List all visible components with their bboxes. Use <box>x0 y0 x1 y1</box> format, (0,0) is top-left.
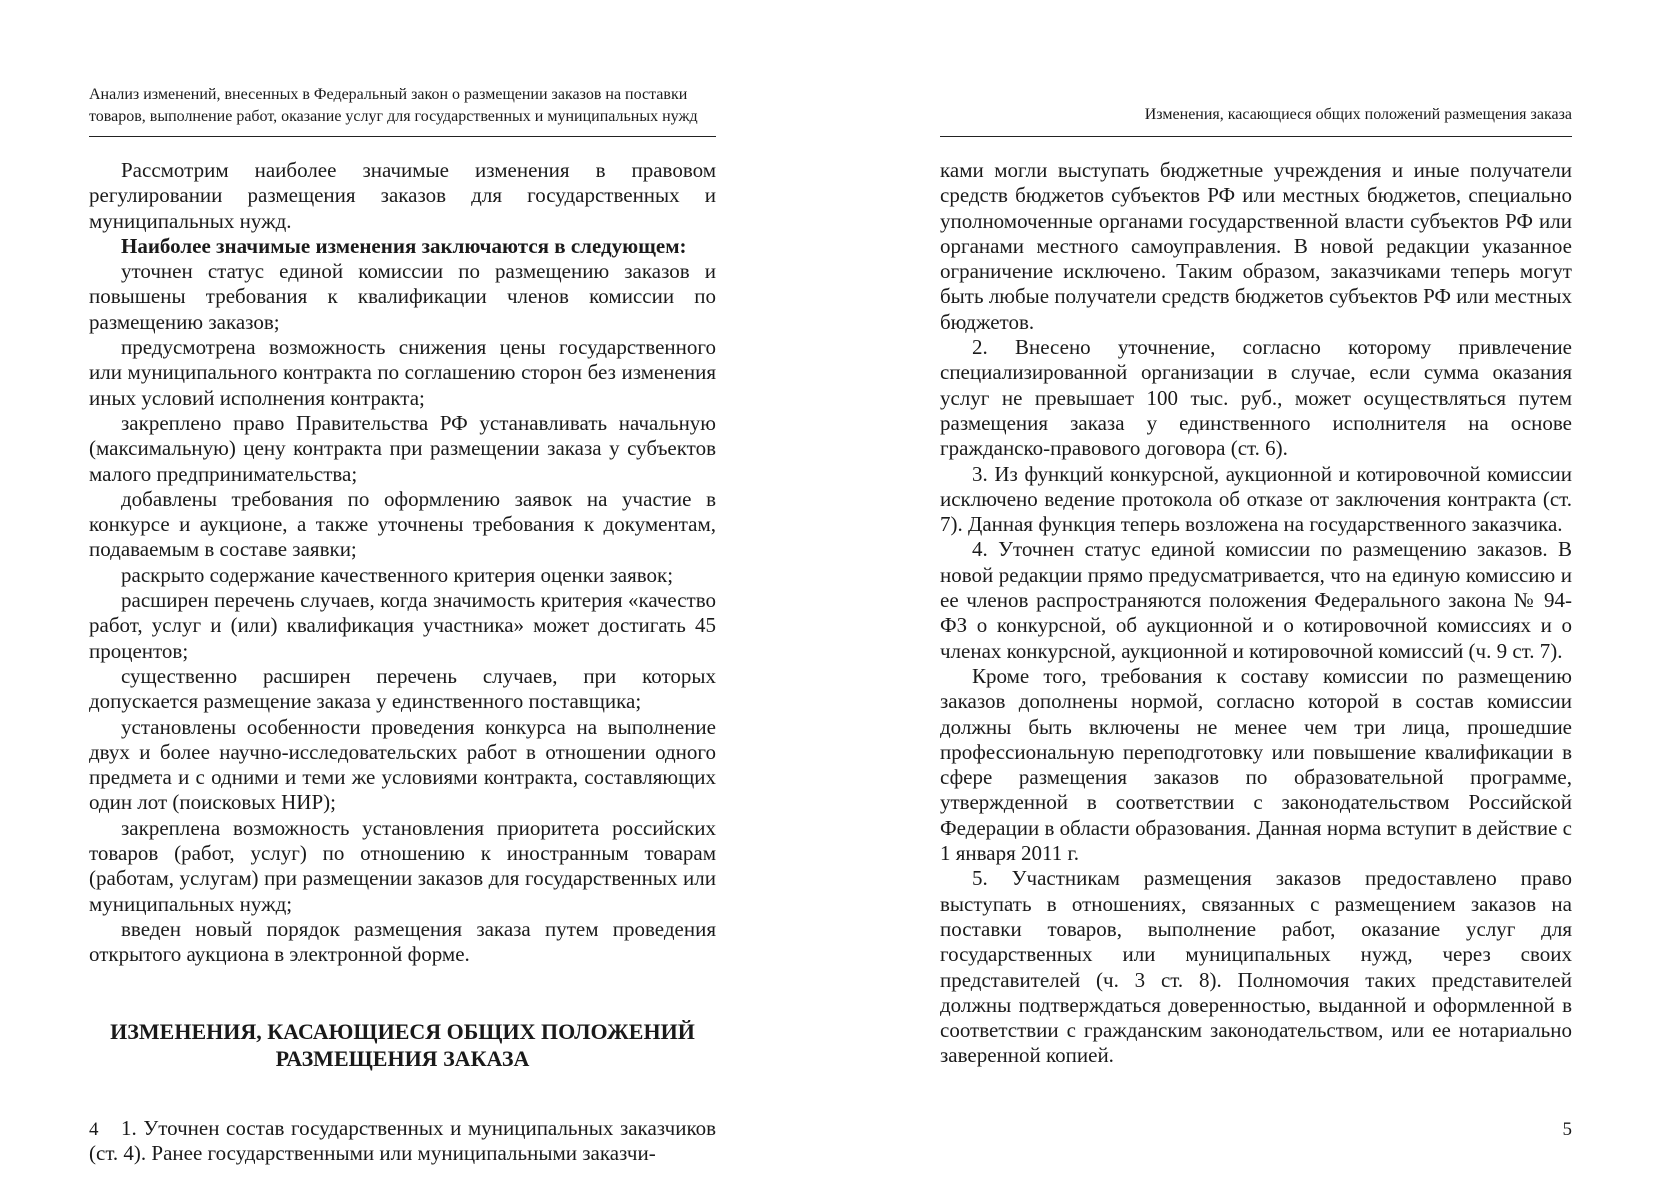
list-item: расширен перечень случаев, когда значимость критерия «качество работ, услуг и (или) квалификация участника» может достигать 45 процентов; <box>89 588 716 663</box>
body-text-left <box>89 158 716 1166</box>
list-item: добавлены требования по оформлению заявок на участие в конкурсе и аукционе, а также уточнены требования к документам, подаваемым в составе заявки; <box>89 486 716 562</box>
list-item: закреплено право Правительства РФ устанавливать начальную (максимальную) цену контракта при размещении заказа у субъектов малого предпринимательства; <box>89 410 716 486</box>
list-item: установлены особенности проведения конкурса на выполнение двух и более научно-исследовательских работ в отношении одного предмета и с одними и теми же условиями контракта, составляющих один лот (поисковых НИР); <box>89 714 716 815</box>
paragraph: 4. Уточнен статус единой комиссии по размещению заказов. В новой редакции прямо предусматривается, что на единую комиссию и ее членов распространяются положения Федерального закона № 94-ФЗ о конкурсной, об аукционной и о котировочной комиссиях и о членах конкурсной, аукционной и котировочной комиссий (ч. 9 ст. 7). <box>940 537 1572 663</box>
page-number-left: 4 <box>89 1119 99 1140</box>
left-page <box>89 0 716 1199</box>
running-head-line: Анализ изменений, внесенных в Федеральный закон о размещении заказов на поставки <box>89 86 688 103</box>
page-number-right: 5 <box>1562 1119 1572 1140</box>
paragraph: Рассмотрим наиболее значимые изменения в правовом регулировании размещения заказов для государственных и муниципальных нужд. <box>89 158 716 233</box>
header-rule <box>89 136 716 137</box>
lead-in-bold: Наиболее значимые изменения заключаются в следующем: <box>121 233 687 258</box>
section-heading-line: ИЗМЕНЕНИЯ, КАСАЮЩИЕСЯ ОБЩИХ ПОЛОЖЕНИЙ <box>110 1018 695 1044</box>
paragraph-continuation: ками могли выступать бюджетные учреждения и иные получатели средств бюджетов субъектов РФ или местных бюджетов, специально уполномоченные органами государственной власти субъектов РФ или органами местного самоуправления. В новой редакции указанное ограничение исключено. Таким образом, заказчиками теперь могут быть любые получатели средств бюджетов субъектов РФ или местных бюджетов. <box>940 158 1572 334</box>
paragraph: 2. Внесено уточнение, согласно которому привлечение специализированной организации в случае, если сумма оказания услуг не превышает 100 тыс. руб., может осуществляться путем размещения заказа у единственного исполнителя на основе гражданско-правового договора (ст. 6). <box>940 335 1572 461</box>
section-heading-line: РАЗМЕЩЕНИЯ ЗАКАЗА <box>275 1045 530 1071</box>
list-item: существенно расширен перечень случаев, при которых допускается размещение заказа у единственного поставщика; <box>89 663 716 714</box>
section-heading <box>89 1018 716 1072</box>
list-item: раскрыто содержание качественного критерия оценки заявок; <box>121 562 674 587</box>
running-head-line: товаров, выполнение работ, оказание услуг для государственных и муниципальных нужд <box>89 108 698 125</box>
body-text-right <box>940 158 1572 1069</box>
list-item: предусмотрена возможность снижения цены государственного или муниципального контракта по соглашению сторон без изменения иных условий исполнения контракта; <box>89 335 716 410</box>
list-item: введен новый порядок размещения заказа путем проведения открытого аукциона в электронной форме. <box>89 916 716 967</box>
running-head-right: Изменения, касающиеся общих положений размещения заказа <box>1144 106 1572 123</box>
running-head-left <box>89 84 716 128</box>
right-page <box>940 0 1572 1199</box>
paragraph: 5. Участникам размещения заказов предоставлено право выступать в отношениях, связанных с размещением заказов на поставки товаров, выполнение работ, оказание услуг для государственных или муниципальных нужд, через своих представителей (ч. 3 ст. 8). Полномочия таких представителей должны подтверждаться доверенностью, выданной и оформленной в соответствии с гражданским законодательством, или ее нотариально заверенной копией. <box>940 866 1572 1068</box>
paragraph: Кроме того, требования к составу комиссии по размещению заказов дополнены нормой, согласно которой в состав комиссии должны быть включены не менее чем три лица, прошедшие профессиональную переподготовку или повышение квалификации в сфере размещения заказов по образовательной программе, утвержденной в соответствии с законодательством Российской Федерации в области образования. Данная норма вступит в действие с 1 января 2011 г. <box>940 663 1572 866</box>
list-item: закреплена возможность установления приоритета российских товаров (работ, услуг) по отношению к иностранным товарам (работам, услугам) при размещении заказов для государственных или муниципальных нужд; <box>89 815 716 916</box>
list-item: уточнен статус единой комиссии по размещению заказов и повышены требования к квалификации членов комиссии по размещению заказов; <box>89 259 716 334</box>
paragraph: 1. Уточнен состав государственных и муниципальных заказчиков (ст. 4). Ранее государственными или муниципальными заказчи- <box>89 1115 716 1165</box>
paragraph: 3. Из функций конкурсной, аукционной и котировочной комиссии исключено ведение протокола об отказе от заключения контракта (ст. 7). Данная функция теперь возложена на государственного заказчика. <box>940 461 1572 537</box>
header-rule <box>940 136 1572 137</box>
